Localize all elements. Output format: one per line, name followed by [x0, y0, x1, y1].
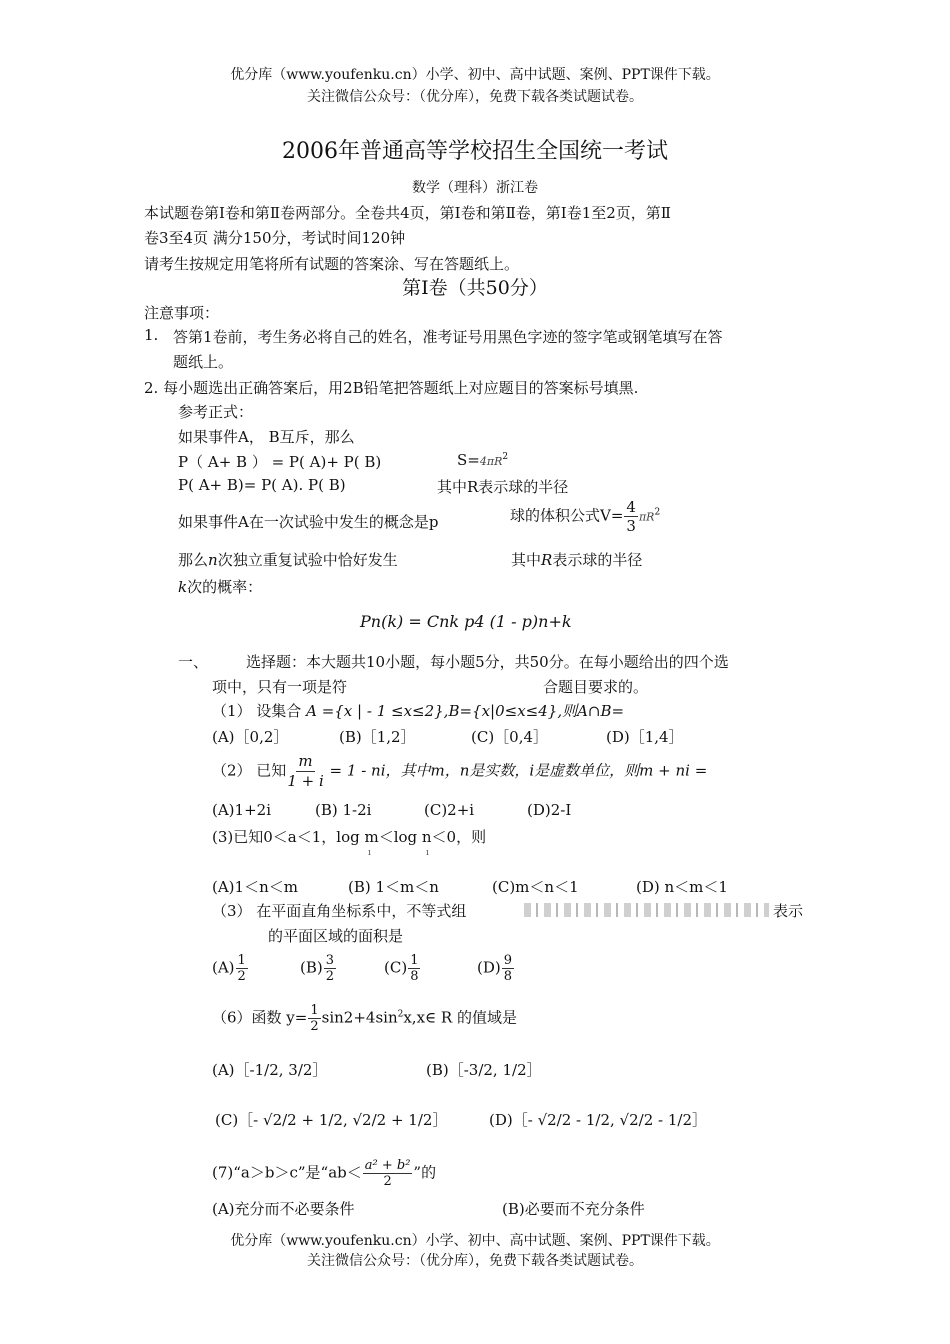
question-6-stem: （6）函数 y= $\frac{1}{2}$ $\sin 2+4\sin^2x,x\in$ R 的值域是 [212, 1003, 517, 1034]
binomial-formula: Pn(k) = Cnk p4 (1 - p)n+k [360, 612, 572, 631]
sphere-volume-expr: πR [638, 510, 655, 524]
question-6-option-c: (C)［- √2/2 + 1/2, √2/2 + 1/2］ [215, 1111, 448, 1129]
formula-n-trials: 那么n次独立重复试验中恰好发生 [178, 551, 398, 569]
formula-r-note-2: 其中R表示球的半径 [511, 551, 643, 569]
sphere-area-expr: 4πR [479, 455, 503, 468]
question-2-option-b: (B) 1-2i [315, 801, 372, 819]
log-base-mark-2: ı [426, 848, 429, 858]
intro-line-1: 本试题卷第Ⅰ卷和第Ⅱ卷两部分。全卷共4页，第Ⅰ卷和第Ⅱ卷，第Ⅰ卷1至2页，第Ⅱ [144, 204, 671, 222]
notice-heading: 注意事项： [144, 304, 220, 322]
formula-sphere-volume: 球的体积公式V= $\frac{4}{3}$ $\pi R^2$ [510, 498, 661, 535]
question-6-option-d: (D)［- √2/2 - 1/2, √2/2 - 1/2］ [489, 1111, 707, 1129]
question-2-option-c: (C)2+i [424, 801, 475, 819]
question-6-option-a: (A)［-1/2, 3/2］ [212, 1061, 328, 1079]
question-4-option-a: (A) $\frac{1}{2}$ [212, 953, 246, 984]
question-6-option-b: (B)［-3/2, 1/2］ [426, 1061, 542, 1079]
intro-line-3: 请考生按规定用笔将所有试题的答案涂、写在答题纸上。 [144, 255, 520, 273]
notice-item-1: 答第1卷前，考生务必将自己的姓名，准考证号用黑色字迹的签字笔或钢笔填写在答 [173, 328, 723, 346]
inequality-system-image [524, 899, 769, 918]
question-3-option-b: (B) 1＜m＜n [348, 878, 439, 896]
section-1-text-cont-b: 合题目要求的。 [543, 678, 649, 696]
sphere-area-label: S= [457, 451, 480, 469]
exam-subtitle: 数学（理科）浙江卷 [412, 180, 538, 196]
question-4-option-b: (B) $\frac{3}{2}$ [300, 953, 335, 984]
exam-title: 2006年普通高等学校招生全国统一考试 [282, 139, 668, 164]
header-line-1: 优分库（www.youfenku.cn）小学、初中、高中试题、案例、PPT课件下载。 [230, 67, 720, 83]
formula-addition: P（ A+ B ） = P( A)+ P( B) [178, 453, 382, 471]
question-7-stem: (7)“a＞b＞c”是“ab＜ $\frac{\text{a² + b²}}{2}$ ”的 [212, 1158, 437, 1189]
question-1-option-d: (D)［1,4］ [606, 728, 684, 746]
q2-frac-num: m [298, 752, 313, 770]
question-4-option-c: (C) $\frac{1}{8}$ [384, 953, 419, 984]
volume-title: 第Ⅰ卷（共50分） [402, 277, 548, 299]
formula-k-times: k次的概率： [178, 578, 263, 596]
question-7-option-a: (A)充分而不必要条件 [212, 1200, 355, 1218]
question-3-option-d: (D) n＜m＜1 [636, 878, 728, 896]
formula-multiplication: P( A+ B)= P( A). P( B) [178, 476, 346, 494]
question-3-option-c: (C)m＜n＜1 [492, 878, 579, 896]
notice-item-1-cont: 题纸上。 [173, 353, 234, 371]
q2-frac-den: 1 + i [287, 772, 324, 790]
question-1-stem: （1） 设集合 A ={x | - 1 ≤x≤2},B={x|0≤x≤4},则A∩B= [212, 702, 625, 720]
formula-line-1: 如果事件A， B互斥，那么 [178, 428, 355, 446]
question-3-option-a: (A)1＜n＜m [212, 878, 298, 896]
footer-line-1: 优分库（www.youfenku.cn）小学、初中、高中试题、案例、PPT课件下载。 [230, 1233, 720, 1249]
question-2-option-a: (A)1+2i [212, 801, 271, 819]
volume-frac-den: 3 [626, 517, 636, 535]
section-1-number: 一、 [178, 653, 209, 671]
header-line-2: 关注微信公众号：（优分库），免费下载各类试题试卷。 [307, 89, 643, 105]
footer-line-2: 关注微信公众号：（优分库），免费下载各类试题试卷。 [307, 1253, 643, 1269]
question-4-stem-cont-2: 的平面区域的面积是 [268, 927, 404, 945]
question-7-option-b: (B)必要而不充分条件 [502, 1200, 645, 1218]
log-base-mark-1: ı [368, 848, 371, 858]
question-1-option-b: (B)［1,2］ [339, 728, 416, 746]
question-3-stem: (3)已知0＜a＜1，log m＜log n＜0，则 [212, 828, 487, 846]
formula-sphere-area: $S=4\pi R^2$ [457, 451, 509, 469]
section-1-text: 选择题：本大题共10小题，每小题5分，共50分。在每小题给出的四个选 [246, 653, 729, 671]
question-2-stem: （2） 已知 $\frac{m}{1 + i}$ = 1 - ni，其中m，n是实数，i是虚数单位，则m + ni = [212, 752, 708, 790]
section-1-text-cont-a: 项中，只有一项是符 [212, 678, 348, 696]
question-1-option-a: (A)［0,2］ [212, 728, 289, 746]
notice-item-1-number: 1. [144, 326, 159, 344]
question-2-option-d: (D)2-I [527, 801, 572, 819]
question-1-option-c: (C)［0,4］ [471, 728, 549, 746]
question-4-stem-cont: 表示 [773, 902, 804, 920]
formulas-heading: 参考正式： [178, 403, 254, 421]
notice-item-2: 2. 每小题选出正确答案后，用2B铅笔把答题纸上对应题目的答案标号填黑. [144, 379, 639, 397]
question-4-option-d: (D) $\frac{9}{8}$ [477, 953, 513, 984]
formula-probability-p: 如果事件A在一次试验中发生的概念是p [178, 513, 439, 531]
formula-r-note-1: 其中R表示球的半径 [437, 478, 569, 496]
question-4-stem: （3） 在平面直角坐标系中，不等式组 [212, 902, 467, 920]
intro-line-2: 卷3至4页 满分150分，考试时间120钟 [144, 229, 406, 247]
sphere-volume-label: 球的体积公式V= [510, 506, 624, 525]
volume-frac-num: 4 [626, 498, 636, 516]
